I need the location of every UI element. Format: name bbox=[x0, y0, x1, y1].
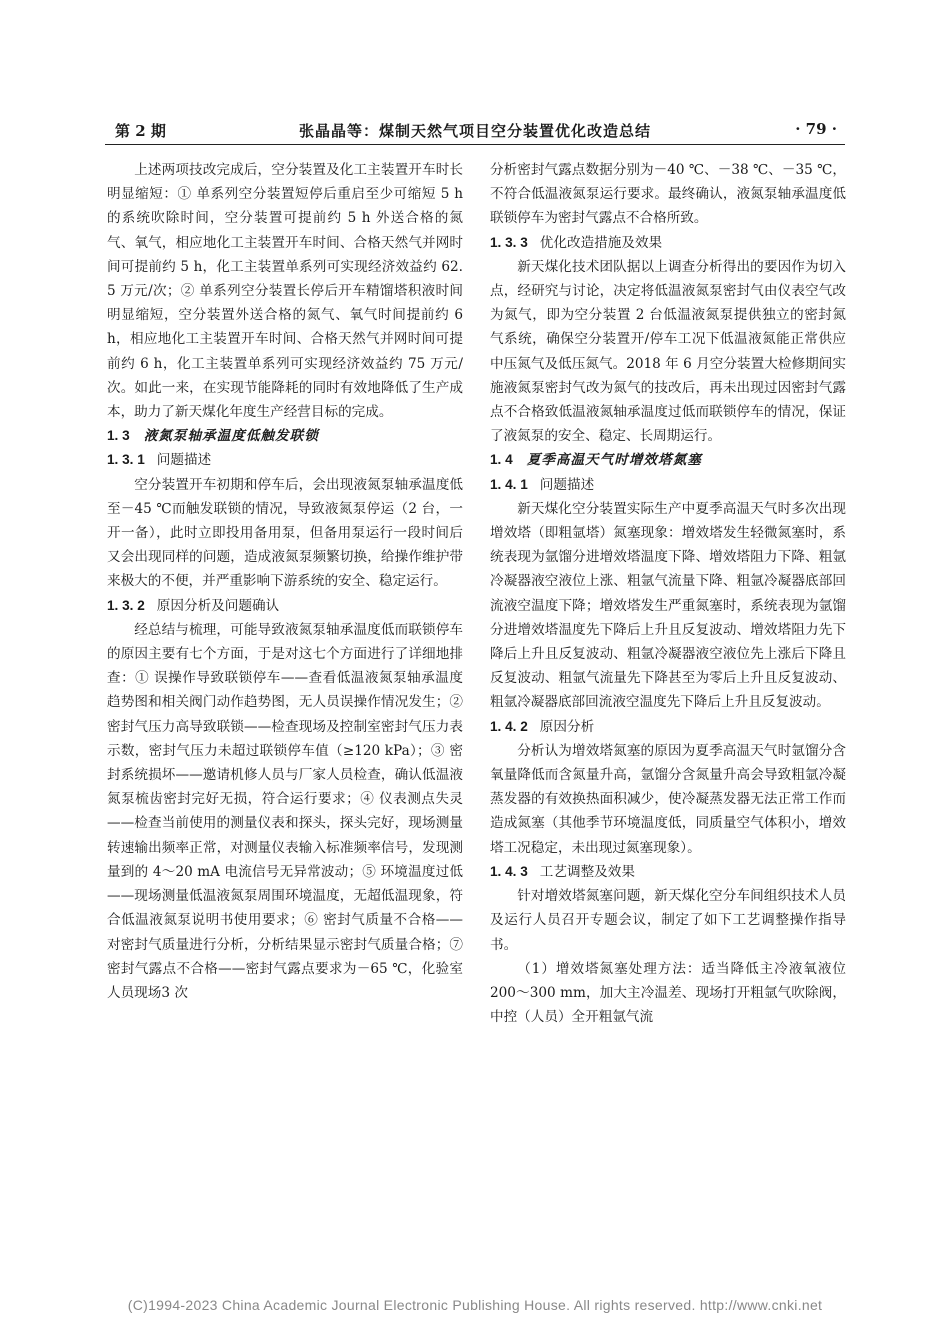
subsection-title: 问题描述 bbox=[156, 452, 212, 469]
paragraph: 上述两项技改完成后，空分装置及化工主装置开车时长明显缩短：① 单系列空分装置短停后重启至少可缩短 5 h 的系统吹除时间，空分装置可提前约 5 h 外送合格的氮气、氧气，相应地化工主装置开车时间、合格天然气并网时间可提前约 5 h，化工主装置单系列可实现经济效益约 62. 5 万元/次；② 单系列空分装置长停后开车精馏塔积液时间明显缩短，空分装置外送合格的氮气、氧气时间提前约 6 h，相应地化工主装置开车时间、合格天然气并网时间可提前约 6 h，化工主装置单系列可实现经济效益约 75 万元/次。如此一来，在实现节能降耗的同时有效地降低了生产成本，助力了新天煤化年度生产经营目标的完成。 bbox=[107, 162, 463, 421]
paragraph: 分析密封气露点数据分别为－40 ℃、－38 ℃、－35 ℃，不符合低温液氮泵运行要求。最终确认，液氮泵轴承温度低联锁停车为密封气露点不合格所致。 bbox=[490, 162, 846, 227]
section-title: 液氮泵轴承温度低触发联锁 bbox=[143, 428, 319, 445]
subsection-title: 问题描述 bbox=[539, 476, 595, 493]
section-title: 夏季高温天气时增效塔氮塞 bbox=[526, 452, 702, 469]
section-heading-1-4 bbox=[490, 448, 846, 472]
subsection-number: 1. 3. 2 bbox=[107, 597, 145, 613]
section-heading-1-3 bbox=[107, 424, 463, 448]
copyright-footer: (C)1994-2023 China Academic Journal Electronic Publishing House. All rights reserved. http://www.cnki.net bbox=[127, 1297, 823, 1313]
subsection-heading-1-4-2 bbox=[490, 715, 846, 739]
left-column bbox=[107, 158, 463, 1005]
paragraph: 经总结与梳理，可能导致液氮泵轴承温度低而联锁停车的原因主要有七个方面，于是对这七个方面进行了详细地排查：① 误操作导致联锁停车——查看低温液氮泵轴承温度趋势图和相关阀门动作趋势图，无人员误操作情况发生；② 密封气压力高导致联锁——检查现场及控制室密封气压力表示数，密封气压力未超过联锁停车值（≥120 kPa）；③ 密封系统损坏——邀请机修人员与厂家人员检查，确认低温液氮泵梳齿密封完好无损，符合运行要求；④ 仪表测点失灵——检查当前使用的测量仪表和探头，探头完好，现场测量转速输出频率正常，对测量仪表输入标准频率信号，发现测量到的 4～20 mA 电流信号无异常波动；⑤ 环境温度过低——现场测量低温液氮泵周围环境温度，无超低温现象，符合低温液氮泵说明书使用要求；⑥ 密封气质量不合格——对密封气质量进行分析，分析结果显示密封气质量合格；⑦ 密封气露点不合格——密封气露点要求为－65 ℃，化验室人员现场3 次 bbox=[107, 621, 463, 1001]
subsection-number: 1. 4. 2 bbox=[490, 718, 528, 734]
subsection-heading-1-3-2 bbox=[107, 594, 463, 618]
issue-number: 第 2 期 bbox=[115, 122, 166, 140]
subsection-title: 原因分析 bbox=[539, 718, 595, 735]
subsection-number: 1. 4. 1 bbox=[490, 476, 528, 492]
subsection-number: 1. 3. 1 bbox=[107, 452, 145, 468]
subsection-heading-1-3-1 bbox=[107, 448, 463, 472]
paragraph: 新天煤化空分装置实际生产中夏季高温天气时多次出现增效塔（即粗氩塔）氮塞现象：增效塔发生轻微氮塞时，系统表现为氩馏分进增效塔温度下降、增效塔阻力下降、粗氩冷凝器液空液位上涨、粗氩气流量下降、粗氩冷凝器底部回流液空温度下降；增效塔发生严重氮塞时，系统表现为氩馏分进增效塔温度先下降后上升且反复波动、增效塔阻力先下降后上升且反复波动、粗氩冷凝器液空液位先上涨后下降且反复波动、粗氩气流量先下降甚至为零后上升且反复波动、粗氩冷凝器底部回流液空温度先下降后上升且反复波动。 bbox=[490, 500, 846, 711]
subsection-title: 原因分析及问题确认 bbox=[156, 597, 280, 614]
subsection-heading-1-4-1 bbox=[490, 473, 846, 497]
right-column bbox=[490, 158, 846, 1029]
page-header bbox=[105, 118, 845, 145]
paragraph: 分析认为增效塔氮塞的原因为夏季高温天气时氩馏分含氧量降低而含氮量升高，氩馏分含氮量升高会导致粗氩冷凝蒸发器的有效换热面积减少，使冷凝蒸发器无法正常工作而造成氮塞（其他季节环境温度低，同质量空气体积小，增效塔工况稳定，未出现过氮塞现象）。 bbox=[490, 742, 846, 856]
page-number: · 79 · bbox=[795, 120, 837, 138]
paragraph: 空分装置开车初期和停车后，会出现液氮泵轴承温度低至－45 ℃而触发联锁的情况，导致液氮泵停运（2 台，一开一备），此时立即投用备用泵，但备用泵运行一段时间后又会出现同样的问题，造成液氮泵频繁切换，给操作维护带来极大的不便，并严重影响下游系统的安全、稳定运行。 bbox=[107, 476, 463, 590]
section-number: 1. 3 bbox=[107, 428, 130, 444]
running-title: 张晶晶等：煤制天然气项目空分装置优化改造总结 bbox=[298, 122, 651, 140]
paragraph: 针对增效塔氮塞问题，新天煤化空分车间组织技术人员及运行人员召开专题会议，制定了如下工艺调整操作指导书。 bbox=[490, 888, 846, 953]
subsection-heading-1-4-3 bbox=[490, 860, 846, 884]
subsection-title: 工艺调整及效果 bbox=[539, 863, 635, 880]
paragraph: 新天煤化技术团队据以上调查分析得出的要因作为切入点，经研究与讨论，决定将低温液氮泵密封气由仪表空气改为氮气，即为空分装置 2 台低温液氮泵提供独立的密封氮气系统，确保空分装置开/停车工况下低温液氮能正常供应中压氮气及低压氮气。2018 年 6 月空分装置大检修期间实施液氮泵密封气改为氮气的技改后，再未出现过因密封气露点不合格致低温液氮轴承温度过低而联锁停车的情况，保证了液氮泵的安全、稳定、长周期运行。 bbox=[490, 258, 846, 445]
subsection-heading-1-3-3 bbox=[490, 231, 846, 255]
subsection-number: 1. 4. 3 bbox=[490, 863, 528, 879]
paragraph: （1）增效塔氮塞处理方法：适当降低主冷液氧液位 200～300 mm，加大主冷温差、现场打开粗氩气吹除阀，中控（人员）全开粗氩气流 bbox=[490, 960, 846, 1026]
subsection-title: 优化改造措施及效果 bbox=[539, 234, 663, 251]
section-number: 1. 4 bbox=[490, 452, 513, 468]
subsection-number: 1. 3. 3 bbox=[490, 234, 528, 250]
